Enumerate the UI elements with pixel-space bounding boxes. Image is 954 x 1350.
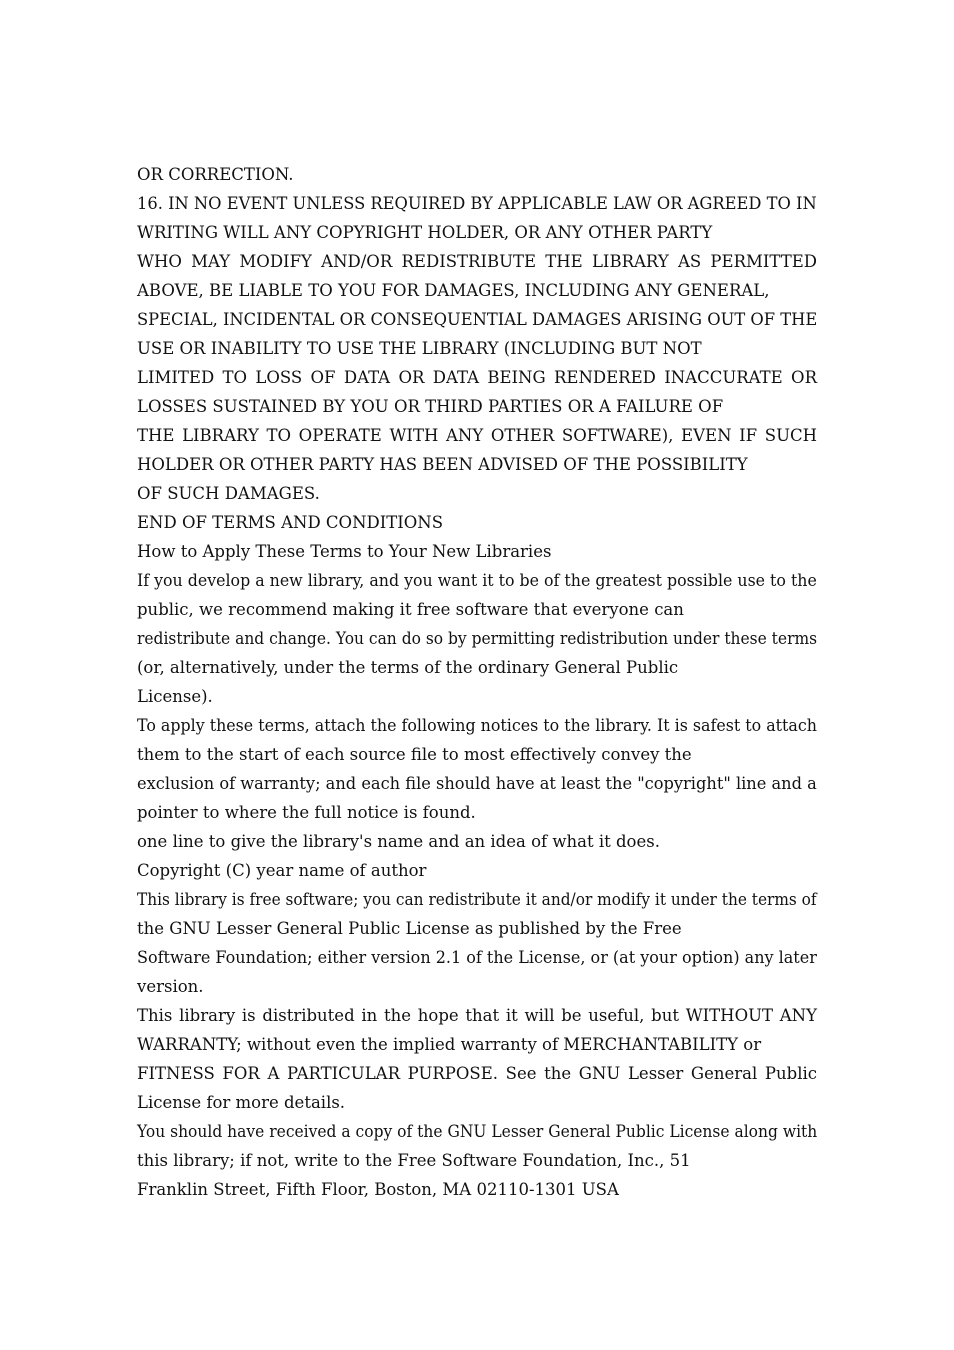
document-line: HOLDER OR OTHER PARTY HAS BEEN ADVISED OF THE POSSIBILITY <box>137 455 748 474</box>
document-line: pointer to where the full notice is found. <box>137 803 476 822</box>
document-line: WARRANTY; without even the implied warranty of MERCHANTABILITY or <box>137 1035 762 1054</box>
document-line: This library is distributed in the hope that it will be useful, but WITHOUT ANY <box>137 1006 817 1025</box>
document-line: WHO MAY MODIFY AND/OR REDISTRIBUTE THE LIBRARY AS PERMITTED <box>137 252 817 271</box>
document-line: FITNESS FOR A PARTICULAR PURPOSE. See the GNU Lesser General Public <box>137 1064 817 1083</box>
document-line: License for more details. <box>137 1093 346 1112</box>
document-line: LIMITED TO LOSS OF DATA OR DATA BEING RENDERED INACCURATE OR <box>137 368 817 387</box>
document-line: Software Foundation; either version 2.1 of the License, or (at your option) any later <box>137 948 817 967</box>
document-line: SPECIAL, INCIDENTAL OR CONSEQUENTIAL DAMAGES ARISING OUT OF THE <box>137 310 818 329</box>
document-line: How to Apply These Terms to Your New Libraries <box>137 542 552 561</box>
document-line: This library is free software; you can redistribute it and/or modify it under the terms of <box>137 890 817 909</box>
document-line: You should have received a copy of the GNU Lesser General Public License along with <box>137 1122 818 1141</box>
document-line: To apply these terms, attach the following notices to the library. It is safest to attach <box>137 716 817 735</box>
document-line: If you develop a new library, and you want it to be of the greatest possible use to the <box>137 571 817 590</box>
document-line: THE LIBRARY TO OPERATE WITH ANY OTHER SOFTWARE), EVEN IF SUCH <box>137 426 817 445</box>
document-line: (or, alternatively, under the terms of the ordinary General Public <box>137 658 679 677</box>
document-line: Copyright (C) year name of author <box>137 861 427 880</box>
document-line: public, we recommend making it free software that everyone can <box>137 600 684 619</box>
document-line: OR CORRECTION. <box>137 165 294 184</box>
document-line: OF SUCH DAMAGES. <box>137 484 320 503</box>
document-line: version. <box>137 977 204 996</box>
document-line: END OF TERMS AND CONDITIONS <box>137 513 444 532</box>
document-line: one line to give the library's name and an idea of what it does. <box>137 832 660 851</box>
document-line: LOSSES SUSTAINED BY YOU OR THIRD PARTIES OR A FAILURE OF <box>137 397 724 416</box>
document-line: License). <box>137 687 213 706</box>
document-line: the GNU Lesser General Public License as published by the Free <box>137 919 682 938</box>
document-line: 16. IN NO EVENT UNLESS REQUIRED BY APPLICABLE LAW OR AGREED TO IN <box>137 194 817 213</box>
document-line: WRITING WILL ANY COPYRIGHT HOLDER, OR ANY OTHER PARTY <box>137 223 713 242</box>
document-line: this library; if not, write to the Free Software Foundation, Inc., 51 <box>137 1151 691 1170</box>
document-line: ABOVE, BE LIABLE TO YOU FOR DAMAGES, INCLUDING ANY GENERAL, <box>137 281 770 300</box>
document-body <box>137 160 817 1204</box>
document-line: Franklin Street, Fifth Floor, Boston, MA 02110-1301 USA <box>137 1180 619 1199</box>
document-line: USE OR INABILITY TO USE THE LIBRARY (INCLUDING BUT NOT <box>137 339 702 358</box>
document-line: redistribute and change. You can do so by permitting redistribution under these terms <box>137 629 818 648</box>
document-line: them to the start of each source file to most effectively convey the <box>137 745 692 764</box>
document-line: exclusion of warranty; and each file should have at least the "copyright" line and a <box>137 774 817 793</box>
